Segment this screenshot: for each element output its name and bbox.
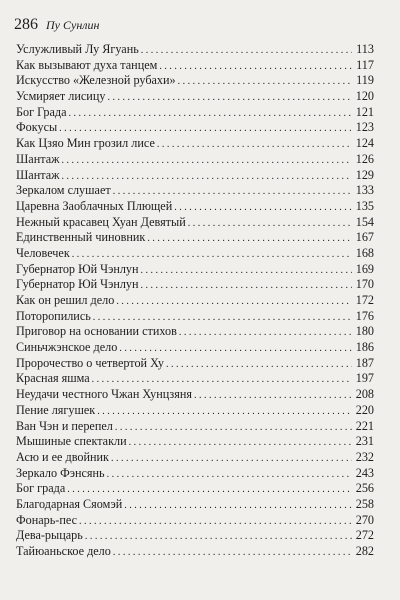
toc-entry-title: Поторопились bbox=[16, 308, 91, 323]
toc-entry-title: Приговор на основании стихов bbox=[16, 324, 177, 339]
toc-entry bbox=[16, 387, 374, 403]
toc-entry-title: Услужливый Лу Ягуань bbox=[16, 42, 139, 56]
toc-entry-page: 170 bbox=[355, 277, 374, 292]
toc-entry-page: 154 bbox=[355, 214, 374, 229]
toc-dot-leader bbox=[129, 435, 352, 451]
toc-entry-page: 231 bbox=[355, 434, 374, 449]
toc-entry-page: 123 bbox=[355, 120, 374, 135]
toc-entry bbox=[16, 136, 374, 152]
toc-entry bbox=[16, 120, 374, 136]
toc-entry-page: 270 bbox=[355, 512, 374, 527]
toc-entry-title: Губернатор Юй Чэнлун bbox=[16, 261, 139, 276]
toc-entry-title: Шантаж bbox=[16, 167, 60, 182]
toc-dot-leader bbox=[116, 294, 352, 310]
toc-entry-title: Мышиные спектакли bbox=[16, 434, 127, 449]
toc-entry bbox=[16, 497, 374, 513]
toc-entry-title: Бог Града bbox=[16, 104, 67, 119]
toc-entry-title: Как вызывают духа танцем bbox=[16, 57, 158, 72]
toc-entry-title: Благодарная Сяомэй bbox=[16, 496, 123, 511]
toc-dot-leader bbox=[67, 482, 352, 498]
toc-dot-leader bbox=[157, 137, 352, 153]
toc-entry-page: 187 bbox=[355, 355, 374, 370]
toc-entry bbox=[16, 356, 374, 372]
toc-entry-page: 258 bbox=[355, 496, 374, 511]
toc-entry-title: Пророчество о четвертой Ху bbox=[16, 355, 164, 370]
toc-entry bbox=[16, 466, 374, 482]
toc-entry bbox=[16, 403, 374, 419]
toc-dot-leader bbox=[188, 216, 352, 232]
toc-entry-title: Фокусы bbox=[16, 120, 58, 135]
toc-entry bbox=[16, 89, 374, 105]
toc-entry bbox=[16, 168, 374, 184]
toc-entry bbox=[16, 105, 374, 121]
toc-entry-page: 168 bbox=[355, 245, 374, 260]
page-number: 286 bbox=[14, 16, 38, 33]
toc-entry-page: 129 bbox=[355, 167, 374, 182]
toc-entry-title: Нежный красавец Хуан Девятый bbox=[16, 214, 186, 229]
toc-dot-leader bbox=[119, 341, 352, 357]
toc-entry-title: Губернатор Юй Чэнлун bbox=[16, 277, 139, 292]
toc-entry bbox=[16, 434, 374, 450]
toc-dot-leader bbox=[93, 310, 352, 326]
toc-entry-page: 243 bbox=[355, 465, 374, 480]
toc-entry-title: Пение лягушек bbox=[16, 402, 96, 417]
toc-entry-page: 256 bbox=[355, 481, 374, 496]
toc-entry-title: Зеркалом слушает bbox=[16, 183, 111, 198]
toc-entry-title: Неудачи честного Чжан Хунцзяня bbox=[16, 387, 192, 402]
toc-entry bbox=[16, 183, 374, 199]
toc-dot-leader bbox=[72, 247, 352, 263]
toc-entry bbox=[16, 419, 374, 435]
toc-entry bbox=[16, 481, 374, 497]
toc-entry bbox=[16, 230, 374, 246]
toc-entry-page: 172 bbox=[355, 293, 374, 307]
toc-dot-leader bbox=[107, 90, 352, 106]
toc-dot-leader bbox=[147, 231, 352, 247]
toc-dot-leader bbox=[62, 153, 352, 169]
toc-entry-page: 282 bbox=[355, 544, 374, 558]
toc-entry-page: 121 bbox=[355, 104, 374, 119]
toc-dot-leader bbox=[85, 529, 352, 545]
toc-dot-leader bbox=[194, 388, 352, 404]
toc-entry bbox=[16, 42, 374, 58]
toc-entry-page: 135 bbox=[355, 198, 374, 213]
toc-entry-title: Царевна Заоблачных Плющей bbox=[16, 198, 173, 213]
page-header bbox=[14, 16, 99, 36]
toc-dot-leader bbox=[62, 169, 352, 185]
toc-dot-leader bbox=[107, 467, 352, 483]
toc-entry-title: Как Цзяо Мин грозил лисе bbox=[16, 136, 155, 151]
toc-entry bbox=[16, 371, 374, 387]
toc-dot-leader bbox=[124, 498, 352, 514]
toc-entry-page: 186 bbox=[355, 340, 374, 355]
toc-entry-title: Фонарь-пес bbox=[16, 512, 78, 527]
toc-entry-page: 133 bbox=[355, 183, 374, 198]
toc-entry-page: 176 bbox=[355, 308, 374, 323]
toc-entry-title: Синьчжэнское дело bbox=[16, 340, 118, 355]
toc-entry bbox=[16, 199, 374, 215]
toc-entry-title: Дева-рыцарь bbox=[16, 528, 83, 543]
toc-dot-leader bbox=[115, 420, 352, 436]
toc-entry-page: 272 bbox=[355, 528, 374, 543]
toc-entry-page: 120 bbox=[355, 89, 374, 104]
toc-entry-title: Как он решил дело bbox=[16, 293, 115, 307]
toc-entry-title: Зеркало Фэнсянь bbox=[16, 465, 105, 480]
toc-dot-leader bbox=[97, 404, 352, 420]
table-of-contents bbox=[16, 42, 374, 560]
toc-entry bbox=[16, 262, 374, 278]
toc-entry bbox=[16, 58, 374, 74]
toc-entry bbox=[16, 277, 374, 293]
toc-entry-page: 113 bbox=[356, 42, 374, 56]
toc-dot-leader bbox=[166, 357, 352, 373]
toc-dot-leader bbox=[113, 545, 352, 561]
toc-entry-title: Усмиряет лисицу bbox=[16, 89, 106, 104]
toc-entry bbox=[16, 450, 374, 466]
toc-entry-title: Асю и ее двойник bbox=[16, 449, 109, 464]
toc-entry-title: Искусство «Железной рубахи» bbox=[16, 73, 176, 88]
toc-entry bbox=[16, 340, 374, 356]
toc-dot-leader bbox=[113, 184, 352, 200]
toc-entry bbox=[16, 246, 374, 262]
toc-entry bbox=[16, 73, 374, 89]
toc-entry bbox=[16, 544, 374, 560]
toc-entry-page: 197 bbox=[355, 371, 374, 386]
toc-dot-leader bbox=[141, 278, 352, 294]
toc-entry bbox=[16, 293, 374, 309]
toc-dot-leader bbox=[79, 514, 352, 530]
toc-dot-leader bbox=[141, 263, 352, 279]
toc-dot-leader bbox=[141, 43, 352, 59]
toc-entry bbox=[16, 324, 374, 340]
toc-entry bbox=[16, 215, 374, 231]
toc-dot-leader bbox=[178, 74, 352, 90]
toc-entry-page: 117 bbox=[356, 57, 374, 72]
toc-dot-leader bbox=[69, 106, 352, 122]
toc-entry-title: Шантаж bbox=[16, 151, 60, 166]
toc-entry-title: Единственный чиновник bbox=[16, 230, 146, 245]
toc-entry-title: Ван Чэн и перепел bbox=[16, 418, 113, 433]
toc-entry-page: 124 bbox=[355, 136, 374, 151]
toc-dot-leader bbox=[59, 121, 352, 137]
toc-entry-title: Человечек bbox=[16, 245, 70, 260]
toc-entry-page: 180 bbox=[355, 324, 374, 339]
toc-dot-leader bbox=[111, 451, 352, 467]
toc-entry bbox=[16, 152, 374, 168]
toc-entry-title: Тайюаньское дело bbox=[16, 544, 111, 558]
toc-entry bbox=[16, 309, 374, 325]
toc-dot-leader bbox=[179, 325, 352, 341]
toc-dot-leader bbox=[159, 59, 352, 75]
toc-entry-page: 167 bbox=[355, 230, 374, 245]
toc-entry-page: 232 bbox=[355, 449, 374, 464]
toc-entry-page: 169 bbox=[355, 261, 374, 276]
toc-entry-page: 126 bbox=[355, 151, 374, 166]
toc-entry-title: Бог града bbox=[16, 481, 66, 496]
toc-dot-leader bbox=[174, 200, 352, 216]
toc-entry-page: 119 bbox=[356, 73, 374, 88]
toc-entry-title: Красная яшма bbox=[16, 371, 90, 386]
toc-entry bbox=[16, 528, 374, 544]
toc-dot-leader bbox=[92, 372, 352, 388]
toc-entry-page: 220 bbox=[355, 402, 374, 417]
toc-entry-page: 208 bbox=[355, 387, 374, 402]
toc-entry-page: 221 bbox=[355, 418, 374, 433]
toc-entry bbox=[16, 513, 374, 529]
running-title: Пу Сунлин bbox=[46, 18, 100, 32]
